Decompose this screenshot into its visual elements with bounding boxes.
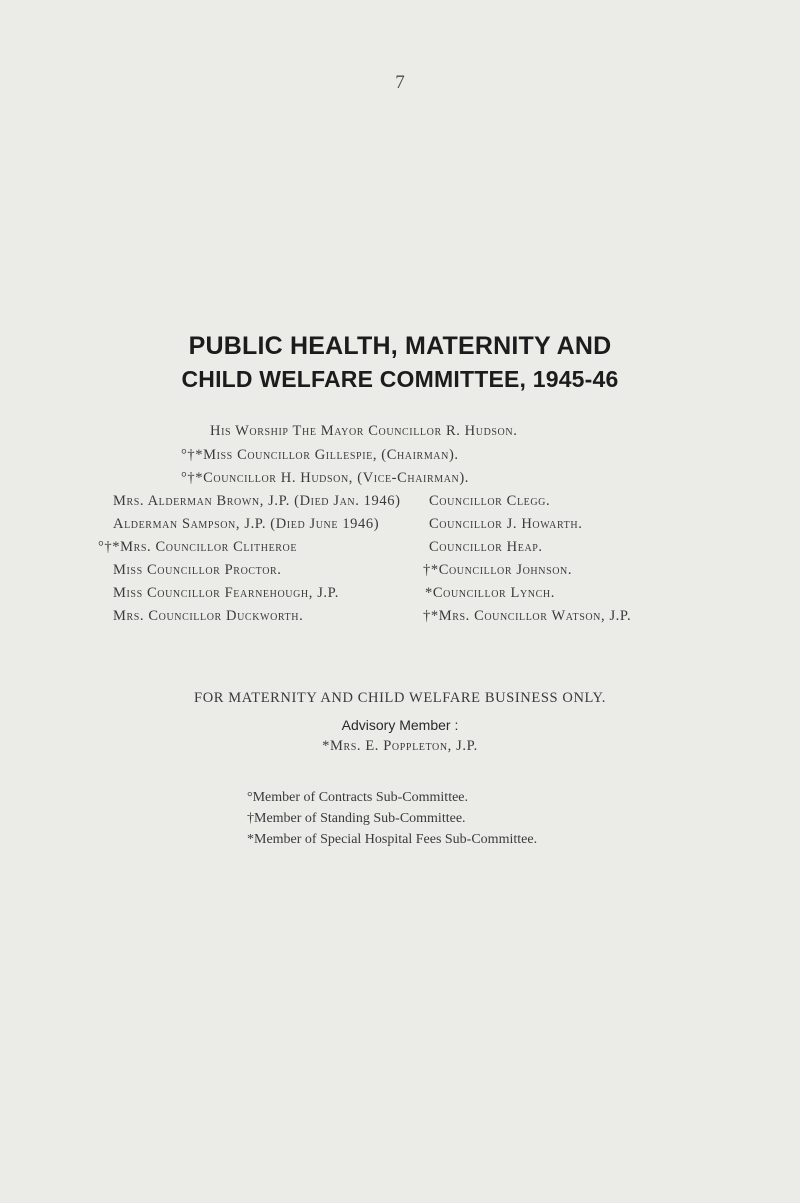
member-right-1: Councillor Clegg. bbox=[429, 493, 551, 509]
header-member-chairman: °†*Miss Councillor Gillespie, (Chairman). bbox=[181, 447, 459, 463]
header-member-vice-chairman: °†*Councillor H. Hudson, (Vice-Chairman). bbox=[181, 470, 469, 486]
footnote-contracts: °Member of Contracts Sub-Committee. bbox=[247, 790, 469, 805]
page-title-line-1: PUBLIC HEALTH, MATERNITY AND bbox=[188, 332, 612, 360]
maternity-business-heading: FOR MATERNITY AND CHILD WELFARE BUSINESS ONLY. bbox=[194, 690, 606, 706]
member-right-6: †*Mrs. Councillor Watson, J.P. bbox=[423, 608, 632, 624]
member-left-1: Mrs. Alderman Brown, J.P. (Died Jan. 1946) bbox=[113, 493, 401, 509]
member-left-5: Miss Councillor Fearnehough, J.P. bbox=[113, 585, 339, 601]
member-right-2: Councillor J. Howarth. bbox=[429, 516, 583, 532]
member-right-3: Councillor Heap. bbox=[429, 539, 543, 555]
footnote-standing: †Member of Standing Sub-Committee. bbox=[247, 811, 466, 826]
member-left-2: Alderman Sampson, J.P. (Died June 1946) bbox=[113, 516, 380, 532]
advisory-member-heading: Advisory Member : bbox=[341, 717, 459, 733]
member-right-5: *Councillor Lynch. bbox=[425, 585, 555, 601]
member-left-4: Miss Councillor Proctor. bbox=[113, 562, 282, 578]
footnote-hospital-fees: *Member of Special Hospital Fees Sub-Committee. bbox=[247, 832, 538, 847]
member-right-4: †*Councillor Johnson. bbox=[423, 562, 573, 578]
header-member-mayor: His Worship The Mayor Councillor R. Hudson. bbox=[210, 423, 518, 439]
page-title-line-2: CHILD WELFARE COMMITTEE, 1945-46 bbox=[181, 366, 619, 392]
member-left-3: °†*Mrs. Councillor Clitheroe bbox=[98, 539, 298, 555]
page-number: 7 bbox=[395, 72, 405, 93]
member-left-6: Mrs. Councillor Duckworth. bbox=[113, 608, 304, 624]
advisory-member-name: *Mrs. E. Poppleton, J.P. bbox=[322, 738, 478, 754]
